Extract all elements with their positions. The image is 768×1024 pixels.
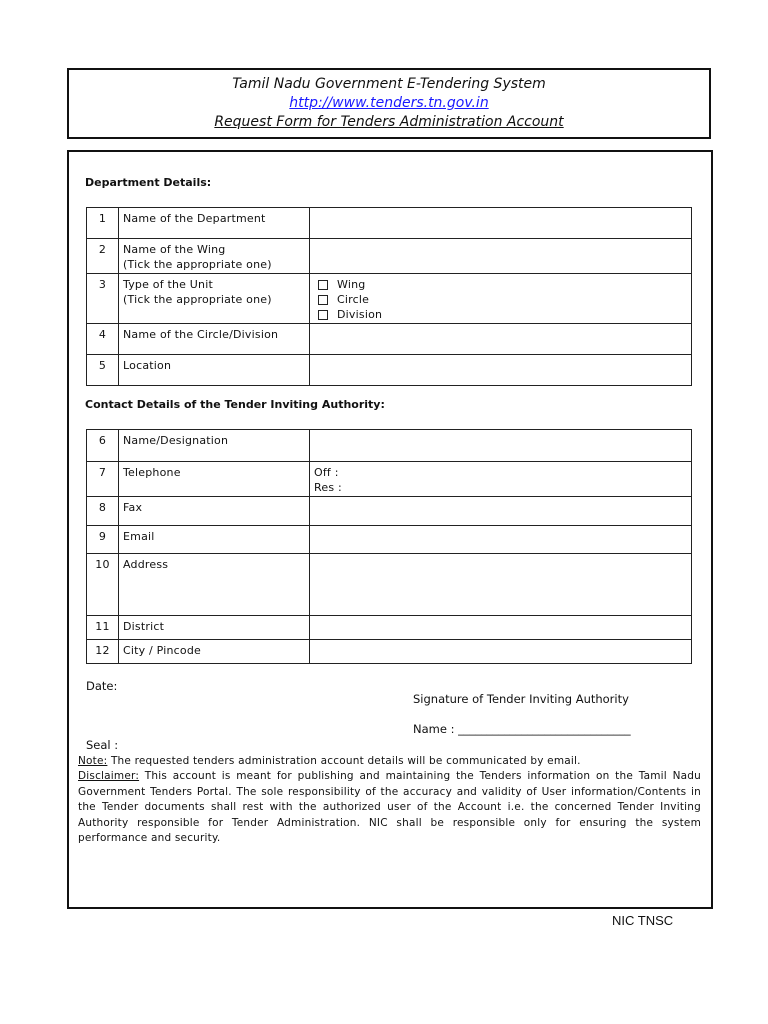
row-number: 3 — [87, 274, 119, 324]
table-row — [87, 640, 692, 664]
row-number: 12 — [87, 640, 119, 664]
table-row — [87, 616, 692, 640]
name-designation-label: Name/Designation — [119, 430, 310, 462]
row-number: 6 — [87, 430, 119, 462]
contact-heading: Contact Details of the Tender Inviting Authority: — [85, 398, 385, 411]
unit-type-label — [119, 274, 310, 324]
department-name-label: Name of the Department — [119, 208, 310, 239]
wing-name-hint: (Tick the appropriate one) — [123, 258, 272, 271]
location-label: Location — [119, 355, 310, 386]
seal-label: Seal : — [86, 738, 119, 752]
table-row — [87, 526, 692, 554]
contact-table — [86, 429, 692, 664]
wing-name-label-text: Name of the Wing — [123, 243, 226, 256]
address-label: Address — [119, 554, 310, 616]
circle-division-field[interactable] — [310, 324, 692, 355]
option-label: Wing — [337, 278, 366, 291]
email-label: Email — [119, 526, 310, 554]
checkbox[interactable] — [318, 310, 328, 320]
form-header — [67, 68, 711, 139]
name-line: Name : ______________________________ — [413, 722, 631, 736]
wing-name-field[interactable] — [310, 239, 692, 274]
table-row — [87, 239, 692, 274]
row-number: 9 — [87, 526, 119, 554]
note-line — [78, 754, 701, 769]
table-row — [87, 355, 692, 386]
city-pincode-label: City / Pincode — [119, 640, 310, 664]
checkbox[interactable] — [318, 280, 328, 290]
checkbox[interactable] — [318, 295, 328, 305]
disclaimer-paragraph — [78, 769, 701, 846]
division-checkbox-option[interactable] — [314, 307, 687, 322]
table-row — [87, 208, 692, 239]
location-field[interactable] — [310, 355, 692, 386]
circle-division-label: Name of the Circle/Division — [119, 324, 310, 355]
notes-section — [78, 754, 701, 846]
fax-field[interactable] — [310, 497, 692, 526]
date-label: Date: — [86, 679, 118, 693]
form-subtitle: Request Form for Tenders Administration Account — [214, 114, 564, 130]
email-field[interactable] — [310, 526, 692, 554]
name-designation-field[interactable] — [310, 430, 692, 462]
department-name-field[interactable] — [310, 208, 692, 239]
option-label: Circle — [337, 293, 370, 306]
row-number: 10 — [87, 554, 119, 616]
city-pincode-field[interactable] — [310, 640, 692, 664]
fax-label: Fax — [119, 497, 310, 526]
note-text: The requested tenders administration account details will be communicated by email. — [107, 755, 581, 767]
note-label: Note: — [78, 755, 108, 767]
wing-checkbox-option[interactable] — [314, 277, 687, 292]
wing-name-label — [119, 239, 310, 274]
circle-checkbox-option[interactable] — [314, 292, 687, 307]
row-number: 2 — [87, 239, 119, 274]
telephone-label: Telephone — [119, 462, 310, 497]
header-title: Tamil Nadu Government E-Tendering System — [232, 76, 546, 92]
row-number: 5 — [87, 355, 119, 386]
residence-phone-label: Res : — [314, 481, 342, 494]
district-label: District — [119, 616, 310, 640]
row-number: 1 — [87, 208, 119, 239]
row-number: 7 — [87, 462, 119, 497]
department-table — [86, 207, 692, 386]
table-row — [87, 274, 692, 324]
row-number: 8 — [87, 497, 119, 526]
table-row — [87, 497, 692, 526]
option-label: Division — [337, 308, 383, 321]
disclaimer-text: This account is meant for publishing and maintaining the Tenders information on the Tamil Nadu Government Tenders Portal. The sole responsibility of the accuracy and validity of User information/Contents in the Tender documents shall rest with the authorized user of the Account i.e. the concerned Tender Inviting Authority responsible for Tender Administration. NIC shall be responsible only for ensuring the system performance and security. — [78, 770, 701, 845]
address-field[interactable] — [310, 554, 692, 616]
row-number: 4 — [87, 324, 119, 355]
table-row — [87, 430, 692, 462]
table-row — [87, 554, 692, 616]
footer-org: NIC TNSC — [612, 913, 674, 928]
unit-type-label-text: Type of the Unit — [123, 278, 214, 291]
unit-type-options — [310, 274, 692, 324]
unit-type-hint: (Tick the appropriate one) — [123, 293, 272, 306]
signature-label: Signature of Tender Inviting Authority — [413, 692, 629, 706]
disclaimer-label: Disclaimer: — [78, 770, 140, 783]
row-number: 11 — [87, 616, 119, 640]
portal-link[interactable]: http://www.tenders.tn.gov.in — [289, 95, 489, 111]
district-field[interactable] — [310, 616, 692, 640]
department-heading: Department Details: — [85, 176, 212, 189]
table-row — [87, 462, 692, 497]
table-row — [87, 324, 692, 355]
telephone-field[interactable] — [310, 462, 692, 497]
office-phone-label: Off : — [314, 466, 339, 479]
